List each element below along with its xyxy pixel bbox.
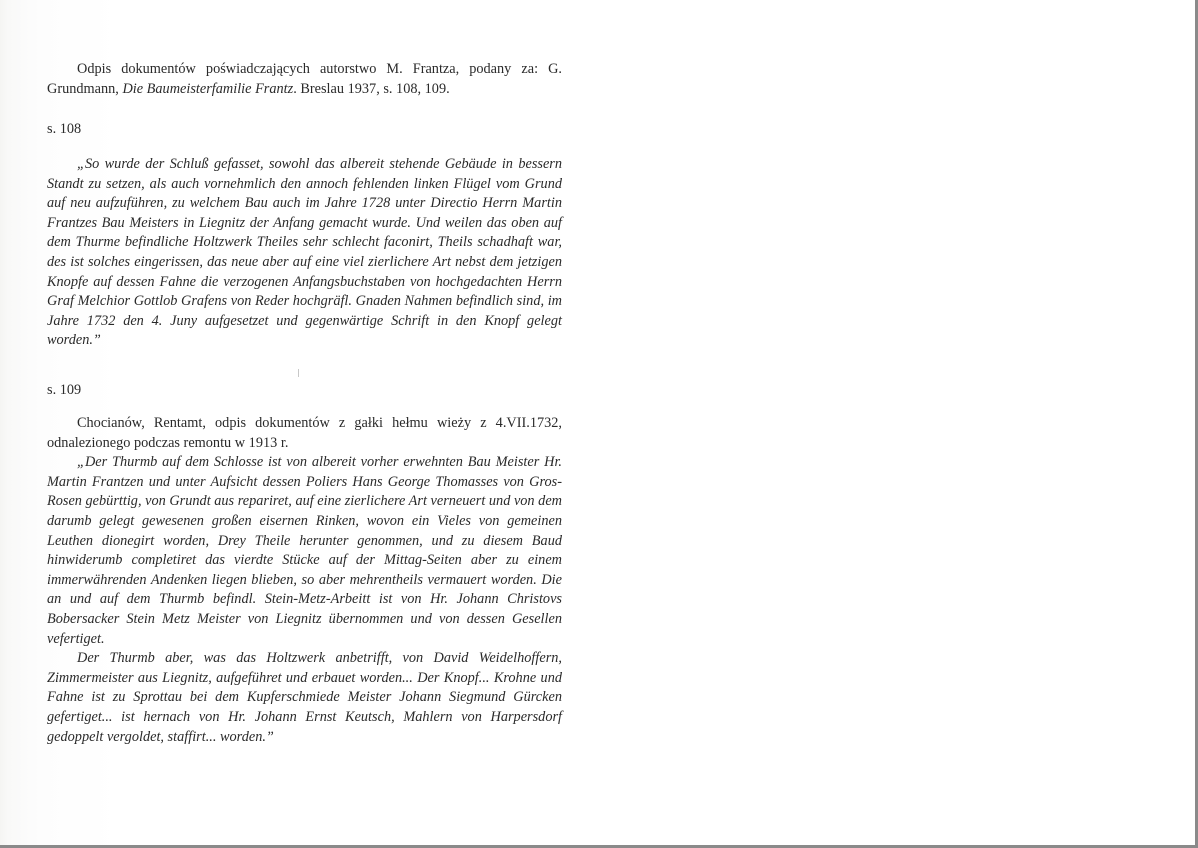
intro-citation: . Breslau 1937, s. 108, 109.: [293, 80, 450, 97]
intro-text: Odpis dokumentów poświadczających autorstwo M. Frantza, podany za: G. Grundmann,: [47, 61, 562, 97]
section-108-heading: s. 108: [47, 121, 82, 137]
section-109-body: [47, 414, 562, 747]
section-109-quote-part-2: Der Thurmb aber, was das Holtzwerk anbetrifft, von David Weidelhoffern, Zimmermeister aus Liegnitz, aufgeführet und erbauet worden... Der Knopf... Krohne und Fahne ist zu Sprottau bei dem Kupferschmiede Meister Johann Siegmund Gürcken gefertiget... ist hernach von Hr. Johann Ernst Keutsch, Mahlern von Harpersdorf gedoppelt vergoldet, staffirt... worden.”: [47, 650, 562, 745]
section-109-heading-block: [47, 381, 562, 401]
section-109-description: Chocianów, Rentamt, odpis dokumentów z gałki hełmu wieży z 4.VII.1732, odnalezionego podczas remontu w 1913 r.: [47, 415, 562, 451]
section-108-quote: „So wurde der Schluß gefasset, sowohl das albereit stehende Gebäude in bessern Standt zu setzen, als auch vornehmlich den annoch fehlenden linken Flügel vom Grund auf neu aufzuführen, zu welchem Bau auch im Jahre 1728 unter Directio Herrn Martin Frantzes Bau Meisters in Liegnitz der Anfang gemacht wurde. Und weilen das oben auf dem Thurme befindliche Holtzwerk Theiles sehr schlecht faconirt, Theils schadhaft war, des ist solches eingerissen, das neue aber auf eine viel zierlichere Art nebst dem jetzigen Knopfe auf dessen Fahne die verzogenen Anfangsbuchstaben von hochgedachten Herrn Graf Melchior Gottlob Grafens von Reder hochgräfl. Gnaden Nahmen befindlich sind, im Jahre 1732 den 4. Juny aufgesetzet und gegenwärtige Schrift in den Knopf gelegt worden.”: [47, 156, 562, 349]
section-109-quote-part-1: „Der Thurmb auf dem Schlosse ist von albereit vorher erwehnten Bau Meister Hr. Martin Frantzen und unter Aufsicht dessen Poliers Hans George Thomasses von Gros-Rosen gebürttig, von Grundt aus repariret, auf eine zierlichere Art verneuert und von dem darumb gelegt gewesenen großen eisernen Rinken, wovon ein Vieles von gemeinen Leuthen dionegirt worden, Drey Theile herunter genommen, und zu diesem Baud hinwiderumb completiret das vierdte Stücke auf der Mittag-Seiten aber zu einem immerwährenden Andenken liegen blieben, so aber mehrentheils vermauert worden. Die an und auf dem Thurmb befindl. Stein-Metz-Arbeitt ist von Hr. Johann Christovs Bobersacker Stein Metz Meister von Liegnitz übernommen und von dessen Gesellen vefertiget.: [47, 454, 562, 647]
intro-book-title: Die Baumeisterfamilie Frantz: [122, 80, 294, 97]
scan-artifact-mark: [298, 369, 299, 377]
section-109-heading: s. 109: [47, 382, 82, 398]
section-108-quote-block: [47, 155, 562, 351]
intro-paragraph: [47, 60, 562, 99]
section-108-heading-block: [47, 120, 562, 140]
